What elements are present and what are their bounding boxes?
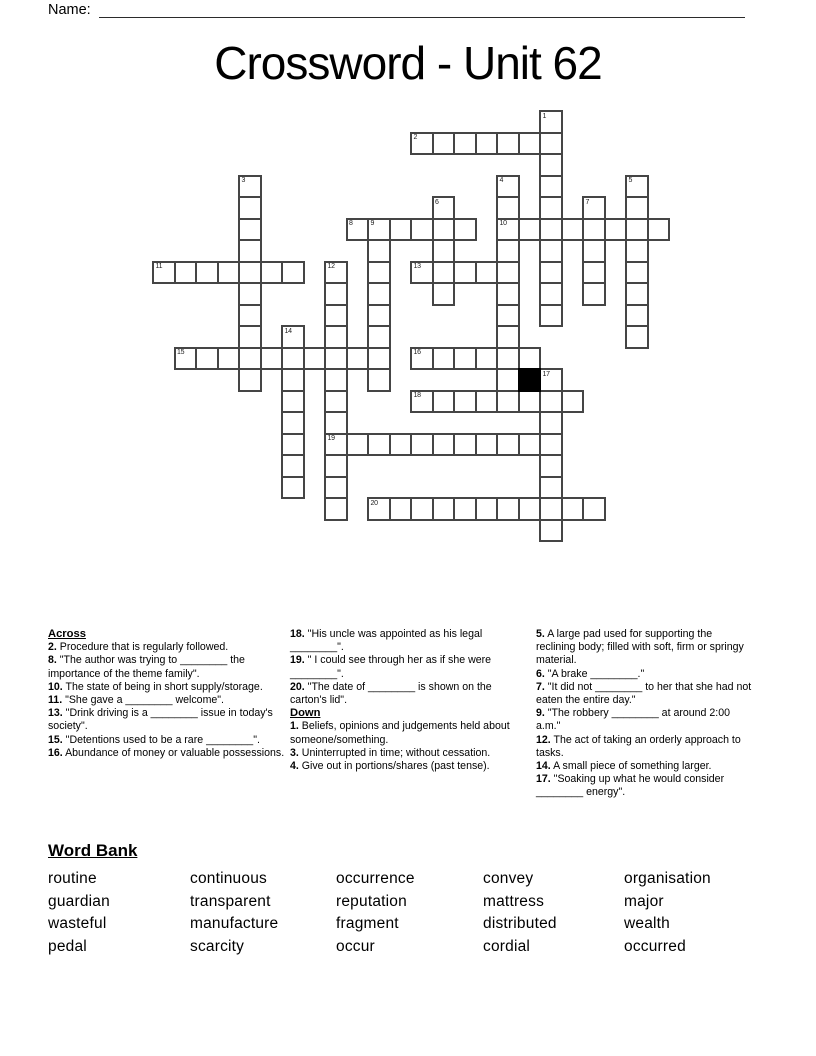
grid-cell (496, 304, 520, 328)
grid-cell (475, 497, 499, 521)
grid-cell (303, 347, 327, 371)
grid-cell (625, 218, 649, 242)
grid-cell (453, 261, 477, 285)
clue-down-14: 14. A small piece of something larger. (536, 760, 712, 773)
grid-cell (410, 433, 434, 457)
word-bank-item: continuous (190, 870, 267, 887)
grid-cell-number: 10 (499, 220, 507, 227)
grid-cell (582, 239, 606, 263)
clue-across-16: 16. Abundance of money or valuable possessions. (48, 746, 285, 759)
grid-cell (518, 497, 542, 521)
grid-cell (582, 196, 606, 220)
clue-number: 15. (48, 733, 63, 746)
grid-cell-number: 19 (327, 435, 335, 442)
grid-cell (281, 433, 305, 457)
clue-number: 18. (290, 628, 305, 640)
grid-cell (367, 261, 391, 285)
grid-cell (496, 239, 520, 263)
grid-cell (324, 325, 348, 349)
grid-cell-number: 5 (628, 177, 633, 184)
grid-cell (238, 304, 262, 328)
grid-cell (389, 433, 413, 457)
grid-cell (475, 390, 499, 414)
grid-cell (367, 347, 391, 371)
grid-cell (281, 390, 305, 414)
grid-cell (324, 454, 348, 478)
grid-cell (518, 347, 542, 371)
grid-cell (518, 433, 542, 457)
grid-cell (625, 175, 649, 199)
clue-number: 19. (290, 654, 305, 667)
clue-number: 1. (290, 720, 299, 733)
clue-down-1: 1. Beliefs, opinions and judgements held about someone/something. (290, 720, 510, 746)
grid-cell (518, 390, 542, 414)
grid-cell (625, 261, 649, 285)
grid-cell (346, 347, 370, 371)
grid-cell (410, 347, 434, 371)
grid-cell (238, 368, 262, 392)
grid-cell (238, 218, 262, 242)
grid-cell (432, 132, 456, 156)
grid-cell (453, 390, 477, 414)
grid-cell (496, 497, 520, 521)
grid-cell-number: 16 (413, 349, 421, 356)
grid-cell (539, 218, 563, 242)
grid-cell (539, 497, 563, 521)
grid-cell-number: 13 (413, 263, 421, 270)
grid-cell-number: 8 (349, 220, 353, 227)
grid-cell (195, 261, 219, 285)
grid-cell (432, 433, 456, 457)
grid-cell (432, 196, 456, 220)
clue-across-18: 18. "His uncle was appointed as his legal ________". (290, 628, 483, 654)
grid-cell (367, 304, 391, 328)
grid-cell (410, 261, 434, 285)
grid-cell (496, 218, 520, 242)
clue-column-1 (48, 628, 286, 760)
clue-across-11: 11. "She gave a ________ welcome". (48, 694, 224, 707)
grid-cell (625, 196, 649, 220)
grid-cell-number: 17 (542, 370, 550, 378)
grid-cell-number: 6 (435, 198, 439, 206)
clue-across-10: 10. The state of being in short supply/storage. (48, 680, 263, 693)
clue-across-19: 19. " I could see through her as if she were ________". (290, 654, 492, 680)
grid-cell (539, 411, 563, 435)
grid-cell (453, 132, 477, 156)
grid-cell (410, 390, 434, 414)
clue-down-7: 7. "It did not ________ to her that she had not eaten the entire day." (536, 680, 752, 707)
clue-across-20: 20. "The date of ________ is shown on the carton's lid". (290, 680, 492, 707)
grid-cell (582, 497, 606, 521)
clue-across-8: 8. "The author was trying to ________ the importance of the theme family". (48, 654, 245, 680)
grid-cell (518, 132, 542, 156)
grid-cell (539, 153, 563, 177)
grid-cell (324, 411, 348, 435)
grid-cell (496, 325, 520, 349)
grid-cell (496, 368, 520, 392)
grid-cell (496, 175, 520, 199)
word-bank-item: occurred (624, 937, 686, 955)
word-bank-item: guardian (48, 892, 110, 910)
clue-number: 11. (48, 694, 63, 707)
grid-cell (539, 261, 563, 285)
grid-cell (367, 325, 391, 349)
grid-cell (238, 347, 262, 371)
grid-cell (453, 218, 477, 242)
grid-cell (367, 239, 391, 263)
grid-cell (432, 261, 456, 285)
grid-cell-number: 14 (284, 327, 292, 335)
page-title: Crossword - Unit 62 (214, 37, 602, 89)
grid-cell (625, 282, 649, 306)
grid-cell (432, 239, 456, 263)
clue-number: 7. (536, 680, 545, 693)
clue-number: 3. (290, 746, 299, 759)
clue-number: 14. (536, 760, 551, 773)
clue-number: 2. (48, 641, 57, 654)
grid-cell (496, 390, 520, 414)
word-bank-item: manufacture (190, 915, 279, 933)
grid-cell-number: 9 (370, 220, 375, 227)
grid-cell (281, 411, 305, 435)
word-bank-item: fragment (336, 915, 399, 933)
clue-across-2: 2. Procedure that is regularly followed. (48, 641, 229, 654)
grid-cell (496, 196, 520, 220)
grid-cell (324, 304, 348, 328)
clue-number: 9. (536, 707, 545, 720)
grid-cell-number: 3 (241, 177, 246, 184)
grid-cell (604, 218, 628, 242)
grid-cell (217, 261, 241, 285)
grid-cell (410, 218, 434, 242)
grid-cell (582, 218, 606, 242)
grid-cell (281, 476, 305, 500)
grid-cell (625, 304, 649, 328)
grid-cell (324, 368, 348, 392)
clue-number: 20. (290, 680, 305, 693)
grid-cell (238, 325, 262, 349)
grid-cell (496, 261, 520, 285)
grid-cell (453, 433, 477, 457)
grid-cell (496, 347, 520, 371)
grid-cell-number: 20 (370, 499, 378, 507)
grid-cell (238, 196, 262, 220)
grid-cell (539, 196, 563, 220)
grid-cell (539, 132, 563, 156)
grid-cell (539, 175, 563, 199)
grid-cell (346, 433, 370, 457)
grid-cell (453, 347, 477, 371)
clue-number: 4. (290, 760, 299, 773)
name-label: Name: (48, 2, 91, 18)
grid-cell (324, 476, 348, 500)
grid-cell (475, 132, 499, 156)
grid-cell (195, 347, 219, 371)
grid-cell (260, 261, 284, 285)
clue-down-17: 17. "Soaking up what he would consider ________ energy". (536, 773, 725, 799)
grid-cell (539, 239, 563, 263)
grid-cell (410, 497, 434, 521)
grid-cell (324, 433, 348, 457)
grid-cell (367, 497, 391, 521)
grid-cell-number: 4 (499, 177, 504, 184)
grid-cell (625, 325, 649, 349)
word-bank (48, 841, 772, 958)
grid-cell (432, 390, 456, 414)
grid-cell (561, 218, 585, 242)
word-bank-list (48, 868, 772, 958)
clue-number: 8. (48, 654, 57, 667)
grid-cell (561, 497, 585, 521)
grid-cell (281, 261, 305, 285)
grid-cell-number: 11 (155, 263, 163, 270)
grid-cell (496, 433, 520, 457)
clue-number: 5. (536, 628, 545, 640)
clue-number: 16. (48, 746, 63, 759)
word-bank-item: scarcity (190, 937, 245, 955)
clue-across-15: 15. "Detentions used to be a rare ________". (48, 733, 260, 746)
grid-cell (346, 218, 370, 242)
clue-column-3 (536, 628, 752, 800)
grid-cell (238, 282, 262, 306)
word-bank-item: distributed (483, 915, 557, 933)
grid-black-cell (518, 368, 542, 392)
word-bank-item: pedal (48, 937, 87, 955)
grid-cell (389, 218, 413, 242)
word-bank-header: Word Bank (48, 841, 138, 860)
clue-down-6: 6. "A brake ________." (536, 667, 645, 680)
word-bank-item: mattress (483, 892, 545, 910)
grid-cell (518, 218, 542, 242)
grid-cell (625, 239, 649, 263)
grid-cell (367, 282, 391, 306)
grid-cell (475, 433, 499, 457)
clue-number: 6. (536, 667, 545, 680)
grid-cell (238, 261, 262, 285)
grid-cell (582, 261, 606, 285)
grid-cell (539, 433, 563, 457)
word-bank-item: wealth (624, 915, 671, 933)
grid-cell (281, 347, 305, 371)
grid-cell (281, 454, 305, 478)
grid-cell (410, 132, 434, 156)
word-bank-item: reputation (336, 892, 407, 910)
grid-cell (324, 390, 348, 414)
grid-cell (217, 347, 241, 371)
grid-cell (367, 433, 391, 457)
grid-cell-number: 2 (413, 134, 418, 141)
grid-cell (432, 282, 456, 306)
clue-column-2 (290, 628, 514, 773)
grid-cell (324, 347, 348, 371)
grid-cell (432, 497, 456, 521)
grid-cell (539, 368, 563, 392)
clue-number: 10. (48, 680, 63, 693)
word-bank-item: convey (483, 870, 534, 887)
grid-cell (281, 368, 305, 392)
grid-cell (539, 390, 563, 414)
clue-across-13: 13. "Drink driving is a ________ issue in today's society". (48, 707, 273, 733)
clue-down-9: 9. "The robbery ________ at around 2:00 a.m." (536, 707, 731, 733)
grid-cell (582, 282, 606, 306)
grid-cell (475, 261, 499, 285)
grid-cell (367, 218, 391, 242)
grid-cell (496, 132, 520, 156)
word-bank-item: routine (48, 870, 97, 887)
clue-number: 12. (536, 733, 551, 746)
down-header: Down (290, 707, 321, 720)
grid-cell (539, 454, 563, 478)
grid-cell (260, 347, 284, 371)
grid-cell (174, 261, 198, 285)
grid-cell-number: 18 (413, 392, 421, 399)
clue-down-4: 4. Give out in portions/shares (past tense). (290, 760, 490, 773)
grid-cell (496, 282, 520, 306)
word-bank-item: occur (336, 937, 375, 955)
grid-cell (539, 282, 563, 306)
grid-cell (238, 239, 262, 263)
grid-cell (561, 390, 585, 414)
grid-cell (174, 347, 198, 371)
grid-cell (389, 497, 413, 521)
grid-cell (432, 347, 456, 371)
grid-cell (152, 261, 176, 285)
clue-down-3: 3. Uninterrupted in time; without cessation. (290, 746, 491, 759)
grid-cell (475, 347, 499, 371)
grid-cell (539, 304, 563, 328)
grid-cell (539, 476, 563, 500)
grid-cell (281, 325, 305, 349)
across-header: Across (48, 628, 86, 640)
grid-cell (324, 261, 348, 285)
word-bank-item: cordial (483, 937, 531, 955)
grid-cell (324, 282, 348, 306)
grid-cell-number: 1 (542, 112, 547, 120)
clue-number: 13. (48, 707, 63, 720)
grid-cell (324, 497, 348, 521)
grid-cell (453, 497, 477, 521)
grid-cell (539, 519, 563, 543)
clue-number: 17. (536, 773, 551, 786)
grid-cell (432, 218, 456, 242)
grid-cell (647, 218, 671, 242)
word-bank-item: occurrence (336, 870, 415, 887)
word-bank-item: transparent (190, 892, 271, 910)
grid-cell-number: 7 (585, 198, 590, 206)
grid-cell (238, 175, 262, 199)
grid-cell-number: 15 (177, 349, 185, 356)
grid-cell (367, 368, 391, 392)
word-bank-item: organisation (624, 870, 711, 887)
clue-down-5: 5. A large pad used for supporting the reclining body; filled with soft, firm or springy material. (536, 628, 744, 667)
word-bank-item: major (624, 892, 664, 910)
grid-cell (539, 110, 563, 134)
clue-down-12: 12. The act of taking an orderly approach to tasks. (536, 733, 741, 759)
word-bank-item: wasteful (48, 915, 107, 933)
grid-cell-number: 12 (327, 263, 335, 270)
